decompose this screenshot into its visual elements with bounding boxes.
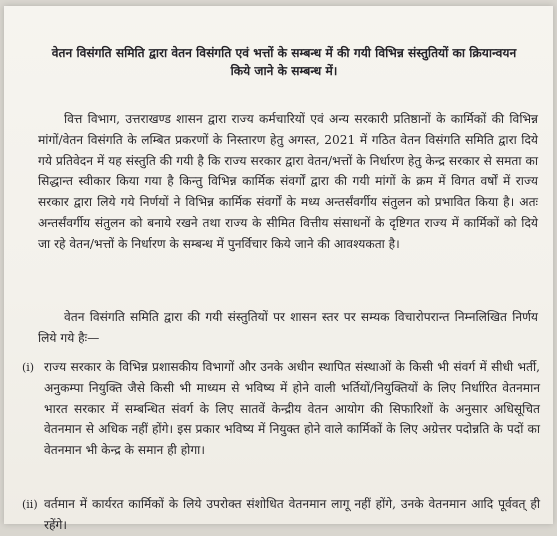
decision-item-1: [22, 357, 540, 461]
item-marker: (i): [22, 361, 35, 374]
document-page: [4, 6, 553, 532]
item-text: राज्य सरकार के विभिन्न प्रशासकीय विभागों और उनके अधीन स्थापित संस्थाओं के किसी भी संवर्ग में सीधी भर्ती, अनुकम्पा नियुक्ति जैसे किसी भी माध्यम से भविष्य में होने वाली भर्तियों/नियुक्तियों के लिए निर्धारित वेतनमान भारत सरकार में सम्बन्धित संवर्ग के लिए सातवें केन्द्रीय वेतन आयोग की सिफारिशों के अनुसार अधिसूचित वेतनमान से अधिक नहीं होंगे। इस प्रकार भविष्य में नियुक्त होने वाले कार्मिकों के लिए अग्रेत्तर पदोन्नति के पदों का वेतनमान भी केन्द्र के समान ही होगा।: [44, 360, 540, 458]
body-paragraph-2: वेतन विसंगति समिति द्वारा की गयी संस्तुतियों पर शासन स्तर पर सम्यक विचारोपरान्त निम्नलिखित निर्णय लिये गये हैः—: [38, 310, 538, 345]
document-title: वेतन विसंगति समिति द्वारा वेतन विसंगति एवं भत्तों के सम्बन्ध में की गयी विभिन्न संस्तुतियों का क्रियान्वयन किये जाने के सम्बन्ध में।: [51, 46, 517, 78]
item-marker: (ii): [22, 498, 38, 511]
body-paragraph-1: वित्त विभाग, उत्तराखण्ड शासन द्वारा राज्य कर्मचारियों एवं अन्य सरकारी प्रतिष्ठानों के कार्मिकों की विभिन्न मांगों/वेतन विसंगति के लम्बित प्रकरणों के निस्तारण हेतु अगस्त, 2021 में गठित वेतन विसंगति समिति द्वारा दिये गये प्रतिवेदन में यह संस्तुति की गयी है कि राज्य सरकार द्वारा वेतन/भत्तों के निर्धारण हेतु केन्द्र सरकार से समता का सिद्धान्त स्वीकार किया गया है किन्तु विभिन्न कार्मिक संवर्गों द्वारा की गयी मांगों के क्रम में विगत वर्षों में राज्य सरकार द्वारा लिये गये निर्णयों ने विभिन्न कार्मिक संवर्गों के मध्य अन्तर्संवर्गीय संतुलन को प्रभावित किया है। अतः अन्तर्संवर्गीय संतुलन को बनाये रखने तथा राज्य के सीमित वित्तीय संसाधनों के दृष्टिगत राज्य में कार्मिकों को दिये जा रहे वेतन/भत्तों के निर्धारण के सम्बन्ध में पुनर्विचार किये जाने की आवश्यकता है।: [38, 112, 538, 251]
item-text: वर्तमान में कार्यरत कार्मिकों के लिये उपरोक्त संशोधित वेतनमान लागू नहीं होंगे, उनके वेतनमान आदि पूर्ववत् ही रहेंगे।: [44, 497, 540, 532]
decision-item-2: [22, 494, 540, 536]
